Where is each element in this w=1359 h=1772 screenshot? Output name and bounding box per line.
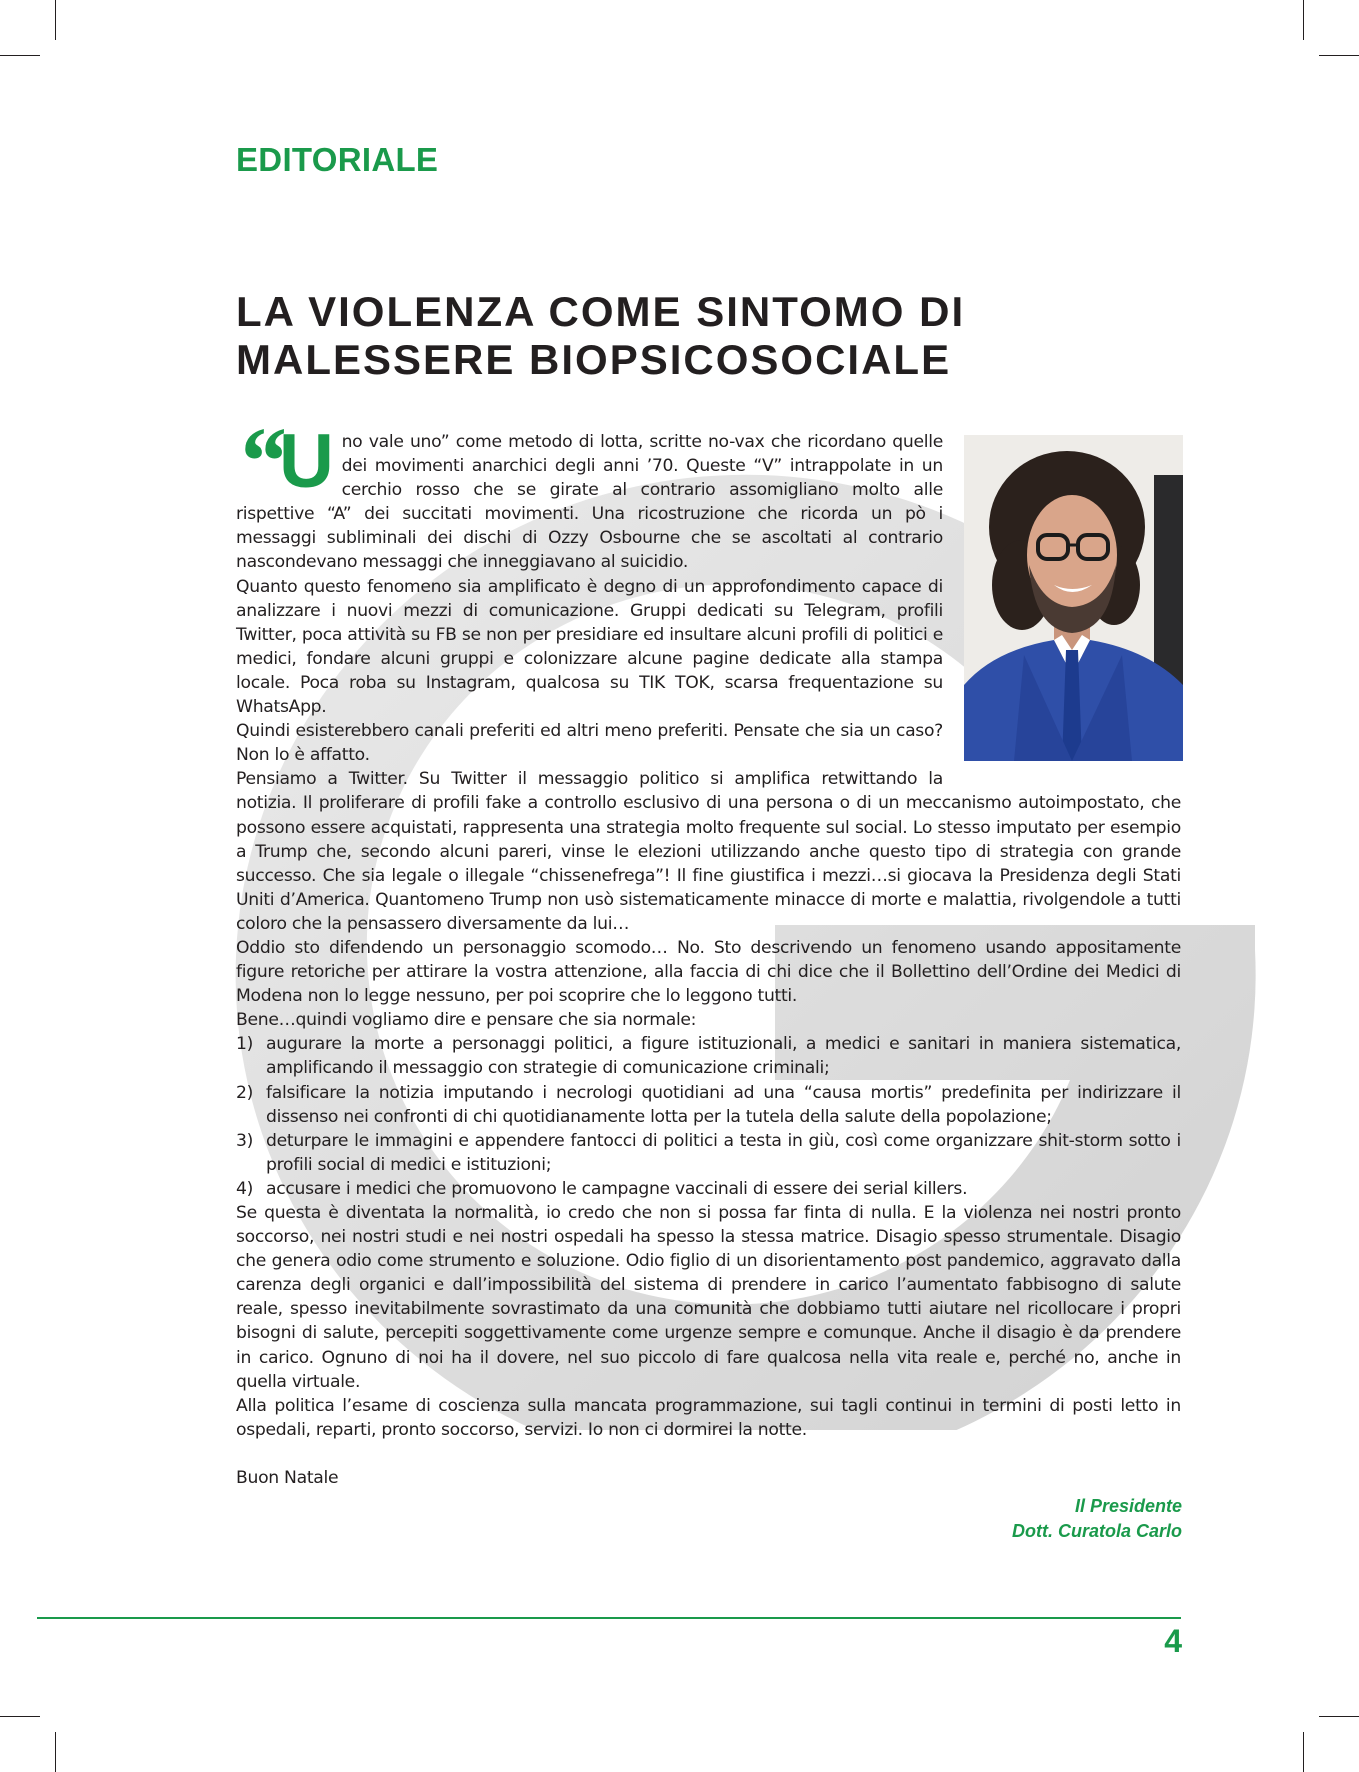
article-paragraph: Se questa è diventata la normalità, io credo che non si possa far finta di nulla. E la violenza nei nostri pronto soccorso, nei nostri studi e nei nostri ospedali ha spesso la stessa matrice. Disagio spesso strumentale. Disagio che genera odio come strumento e soluzione. Odio figlio di un disorientamento post pandemico, aggravato dalla carenza degli organici e dall’impossibilità del sistema di prendere in carico l’aumentato fabbisogno di salute reale, spesso inevitabilmente sovrastimato da una comunità che dobbiamo tutti aiutare nel ricollocare i propri bisogni di salute, percepiti soggettivamente come urgenze sempre e comunque. Anche il disagio è da prendere in carico. Ognuno di noi ha il dovere, nel suo piccolo di fare qualcosa nella vita reale e, perché no, anche in quella virtuale. xyxy=(236,1203,1181,1392)
article-paragraph: Quindi esisterebbero canali preferiti ed altri meno preferiti. Pensate che sia un caso? Non lo è affatto. xyxy=(236,721,943,766)
article-paragraph: Alla politica l’esame di coscienza sulla mancata programmazione, sui tagli continui in termini di posti letto in ospedali, reparti, pronto soccorso, servizi. Io non ci dormirei la notte. xyxy=(236,1395,1181,1440)
list-item xyxy=(236,1032,1181,1080)
article-paragraph: Bene…quindi vogliamo dire e pensare che sia normale: xyxy=(236,1010,697,1031)
list-item xyxy=(236,1081,1181,1129)
headline-line: MALESSERE BIOPSICOSOCIALE xyxy=(236,336,952,383)
headline-line: LA VIOLENZA COME SINTOMO DI xyxy=(236,288,966,335)
crop-mark xyxy=(1319,1716,1359,1717)
author-photo xyxy=(964,435,1183,761)
list-item xyxy=(236,1177,1181,1201)
signature-role: Il Presidente xyxy=(1074,1496,1182,1516)
drop-cap-quote: “ xyxy=(236,408,279,516)
page-number: 4 xyxy=(1164,1623,1182,1659)
crop-mark xyxy=(55,0,56,40)
crop-mark xyxy=(1303,0,1304,40)
list-text: augurare la morte a personaggi politici, a figure istituzionali, a medici e sanitari in maniera sistematica, amplificando il messaggio con strategie di comunicazione criminali; xyxy=(266,1034,1181,1079)
paragraph-text: no vale uno” come metodo di lotta, scritte no-vax che ricordano quelle dei movimenti anarchici degli anni ’70. Queste “V” intrappolate in un cerchio rosso che se girate al contrario assomigliano molto alle rispettive “A” dei succitati movimenti. Una ricostruzione che ricorda un pò i messaggi subliminali dei dischi di Ozzy Osbourne che se ascoltati al contrario nascondevano messaggi che inneggiavano al suicidio. xyxy=(236,432,943,573)
list-number: 3) xyxy=(236,1130,254,1151)
numbered-list xyxy=(236,1032,1181,1201)
article-headline xyxy=(236,288,1236,384)
crop-mark xyxy=(0,1716,40,1717)
list-item xyxy=(236,1129,1181,1177)
section-label: EDITORIALE xyxy=(236,141,439,178)
article-paragraph: Oddio sto difendendo un personaggio scomodo… No. Sto descrivendo un fenomeno usando appositamente figure retoriche per attirare la vostra attenzione, alla faccia di chi dice che il Bollettino dell’Ordine dei Medici di Modena non lo legge nessuno, per poi scoprire che lo leggono tutti. xyxy=(236,937,1181,1007)
drop-cap-letter: U xyxy=(279,419,334,504)
list-text: accusare i medici che promuovono le campagne vaccinali di essere dei serial killers. xyxy=(266,1178,968,1199)
crop-mark xyxy=(0,55,40,56)
list-text: falsificare la notizia imputando i necrologi quotidiani ad una “causa mortis” predefinita per indirizzare il dissenso nei confronti di chi quotidianamente lotta per la tutela della salute della popolazione; xyxy=(266,1082,1181,1127)
signature xyxy=(1012,1494,1182,1544)
crop-mark xyxy=(55,1732,56,1772)
list-text: deturpare le immagini e appendere fantocci di politici a testa in giù, così come organizzare shit-storm sotto i profili social di medici e istituzioni; xyxy=(266,1130,1181,1175)
list-number: 1) xyxy=(236,1034,254,1055)
list-number: 2) xyxy=(236,1082,254,1103)
list-number: 4) xyxy=(236,1178,254,1199)
crop-mark xyxy=(1319,55,1359,56)
footer-divider xyxy=(37,1617,1181,1619)
drop-cap xyxy=(236,408,334,516)
closing-greeting: Buon Natale xyxy=(236,1467,339,1488)
author-photo-illustration xyxy=(964,435,1183,761)
signature-name: Dott. Curatola Carlo xyxy=(1011,1521,1182,1541)
article-paragraph: Quanto questo fenomeno sia amplificato è degno di un approfondimento capace di analizzare i nuovi mezzi di comunicazione. Gruppi dedicati su Telegram, profili Twitter, poca attività su FB se non per presidiare ed insultare alcuni profili di politici e medici, fondare alcuni gruppi e colonizzare alcune pagine dedicate alla stampa locale. Poca roba su Instagram, qualcosa su TIK TOK, scarsa frequentazione su WhatsApp. xyxy=(236,576,943,718)
crop-mark xyxy=(1303,1732,1304,1772)
article-paragraph: Pensiamo a Twitter. Su Twitter il messaggio politico si amplifica retwittando la notizia. Il proliferare di profili fake a controllo esclusivo di una persona o di un meccanismo autoimpostato, che possono essere acquistati, rappresenta una strategia molto frequente sul social. Lo stesso imputato per esempio a Trump che, secondo alcuni pareri, vinse le elezioni utilizzando anche questo tipo di strategia con grande successo. Che sia legale o illegale “chissenefrega”! Il fine giustifica i mezzi…si giocava la Presidenza degli Stati Uniti d’America. Quantomeno Trump non usò sistematicamente minacce di morte e malattia, rivolgendole a tutti coloro che la pensassero diversamente da lui… xyxy=(236,769,1181,934)
